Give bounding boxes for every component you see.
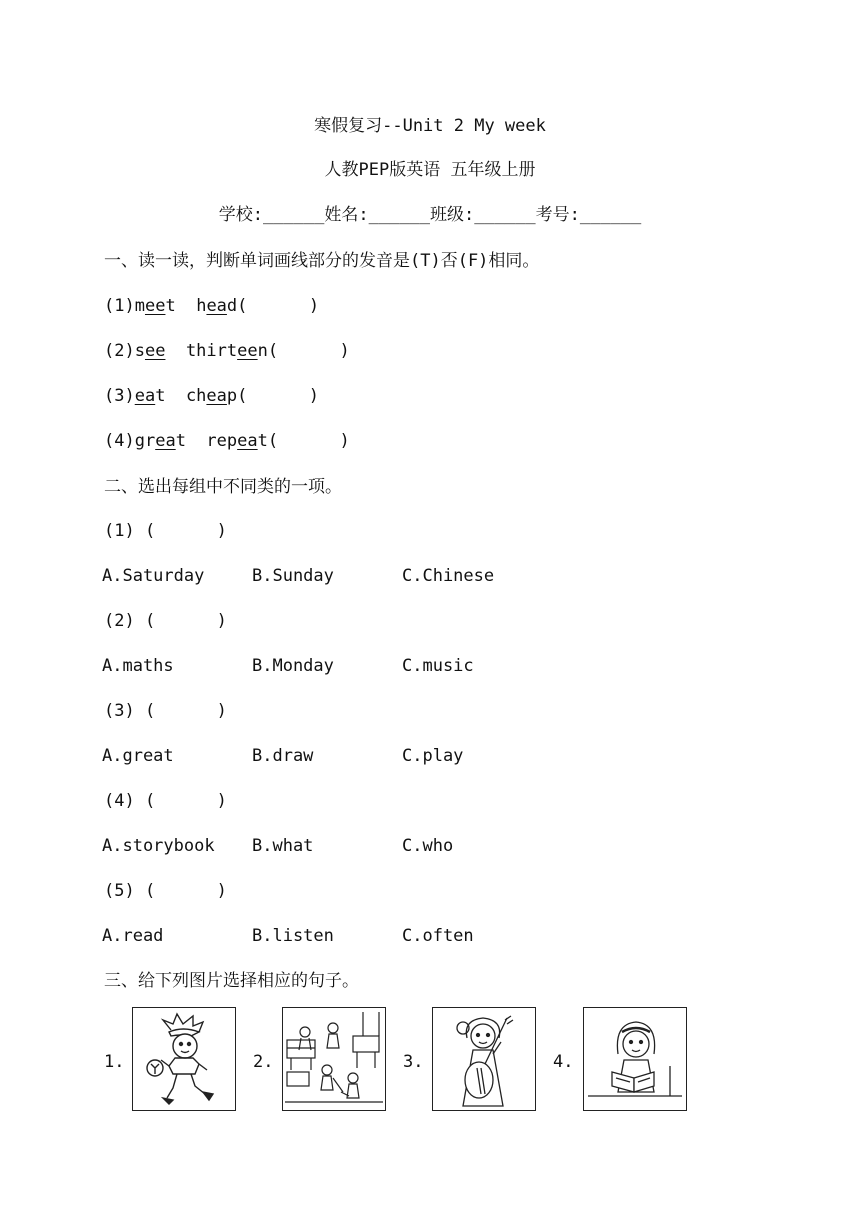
pipa-girl-icon (432, 1007, 536, 1111)
answer-blank[interactable]: ( ) (237, 296, 320, 316)
group-number[interactable]: (3) ( ) (104, 701, 227, 721)
pronunciation-item: (3)eat cheap( ) (104, 386, 320, 406)
group-number[interactable]: (2) ( ) (104, 611, 227, 631)
pronunciation-item: (2)see thirteen( ) (104, 341, 350, 361)
cleaning-kids-icon (282, 1007, 386, 1111)
answer-blank[interactable]: ( ) (267, 341, 350, 361)
option-a: A.maths (102, 656, 174, 676)
option-a: A.storybook (102, 836, 215, 856)
group-number[interactable]: (4) ( ) (104, 791, 227, 811)
picture-number: 2. (253, 1052, 274, 1072)
option-b: B.Monday (252, 656, 334, 676)
section1-heading: 一、读一读，判断单词画线部分的发音是(T)否(F)相同。 (104, 251, 540, 271)
answer-blank[interactable]: ( ) (237, 386, 320, 406)
picture-number: 4. (553, 1052, 574, 1072)
group-number[interactable]: (1) ( ) (104, 521, 227, 541)
section2-heading: 二、选出每组中不同类的一项。 (104, 477, 342, 497)
option-a: A.Saturday (102, 566, 205, 586)
group-number[interactable]: (5) ( ) (104, 881, 227, 901)
answer-blank[interactable]: ( ) (267, 431, 350, 451)
option-c: C.play (402, 746, 464, 766)
option-b: B.draw (252, 746, 314, 766)
option-b: B.what (252, 836, 314, 856)
worksheet-subtitle: 人教PEP版英语 五年级上册 (324, 160, 536, 180)
pronunciation-item: (4)great repeat( ) (104, 431, 350, 451)
student-info-line: 学校:______姓名:______班级:______考号:______ (218, 205, 642, 225)
reading-girl-icon (583, 1007, 687, 1111)
option-a: A.great (102, 746, 174, 766)
option-b: B.Sunday (252, 566, 334, 586)
option-c: C.who (402, 836, 454, 856)
option-b: B.listen (252, 926, 334, 946)
worksheet-title: 寒假复习--Unit 2 My week (314, 116, 546, 136)
option-a: A.read (102, 926, 164, 946)
option-c: C.often (402, 926, 474, 946)
pronunciation-item: (1)meet head( ) (104, 296, 320, 316)
picture-number: 3. (403, 1052, 424, 1072)
section3-heading: 三、给下列图片选择相应的句子。 (104, 971, 359, 991)
soccer-boy-icon (132, 1007, 236, 1111)
picture-number: 1. (104, 1052, 125, 1072)
option-c: C.music (402, 656, 474, 676)
option-c: C.Chinese (402, 566, 495, 586)
